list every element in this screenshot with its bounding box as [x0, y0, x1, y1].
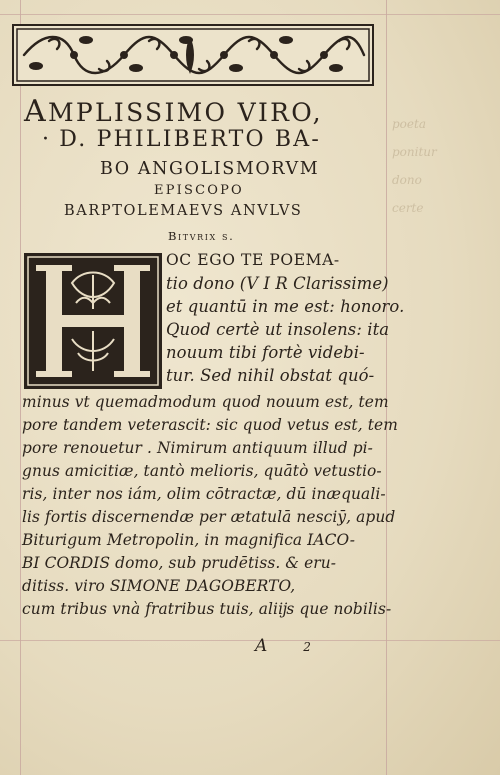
text-line: Biturigum Metropolin, in magnifica IACO-: [22, 531, 356, 549]
show-through-line: ponitur: [392, 145, 437, 159]
title-dot: ·: [42, 127, 52, 152]
text-line: nouum tibi fortè videbi-: [166, 343, 365, 362]
title-text: D. PHILIBERTO BA-: [59, 127, 322, 152]
show-through-text: [392, 110, 437, 222]
dedication-title-line-1: [24, 94, 323, 129]
text-line: et quantū in me est: honoro.: [166, 297, 405, 316]
text-line: tio dono (V I R Clarissime): [166, 274, 389, 293]
first-line: OC EGO TE POEMA-: [166, 251, 340, 269]
text-line: tur. Sed nihil obstat quó-: [166, 366, 375, 385]
text-line: ris, inter nos iám, olim cōtractæ, dū inæquali-: [22, 485, 386, 503]
text-line: pore renouetur . Nimirum antiquum illud pi-: [22, 439, 373, 457]
ruled-line-top: [0, 14, 500, 15]
text-line: Quod certè ut insolens: ita: [166, 320, 390, 339]
text-line: minus vt quemadmodum quod nouum est, tem: [22, 393, 389, 411]
show-through-line: poeta: [392, 117, 426, 131]
foliage-ornament-icon: [14, 26, 372, 84]
ruled-line-bottom: [0, 640, 500, 641]
signature-mark: [255, 636, 311, 656]
show-through-line: certe: [392, 201, 424, 215]
ruled-line-left: [20, 0, 21, 775]
author-origin: Bitvrix s.: [168, 229, 235, 243]
text-line: pore tandem veterascit: sic quod vetus est, tem: [22, 416, 398, 434]
text-line: BI CORDIS domo, sub prudētiss. & eru-: [22, 554, 337, 572]
dedication-title-line-4: EPISCOPO: [154, 183, 244, 198]
decorated-initial: [24, 253, 162, 389]
signature-number: 2: [303, 640, 311, 654]
signature-letter: A: [255, 636, 268, 656]
author-name: BARPTOLEMAEVS ANVLVS: [64, 203, 303, 219]
text-line: lis fortis discernendæ per ætatulā nesciȳ, apud: [22, 508, 396, 526]
show-through-line: dono: [392, 173, 422, 187]
title-capital: A: [24, 94, 48, 129]
text-line: gnus amicitiæ, tantò melioris, quātò vetustio-: [22, 462, 382, 480]
title-text: MPLISSIMO VIRO,: [47, 98, 323, 127]
ruled-line-right: [386, 0, 387, 775]
dedication-title-line-2: [42, 127, 321, 152]
text-line: cum tribus vnà fratribus tuis, aliĳs que nobilis-: [22, 600, 392, 618]
ornamental-headpiece: [12, 24, 374, 86]
dedication-title-line-3: BO ANGOLISMORVM: [100, 159, 320, 179]
decorated-initial-h-icon: [24, 253, 162, 389]
text-line: ditiss. viro SIMONE DAGOBERTO,: [22, 577, 296, 595]
